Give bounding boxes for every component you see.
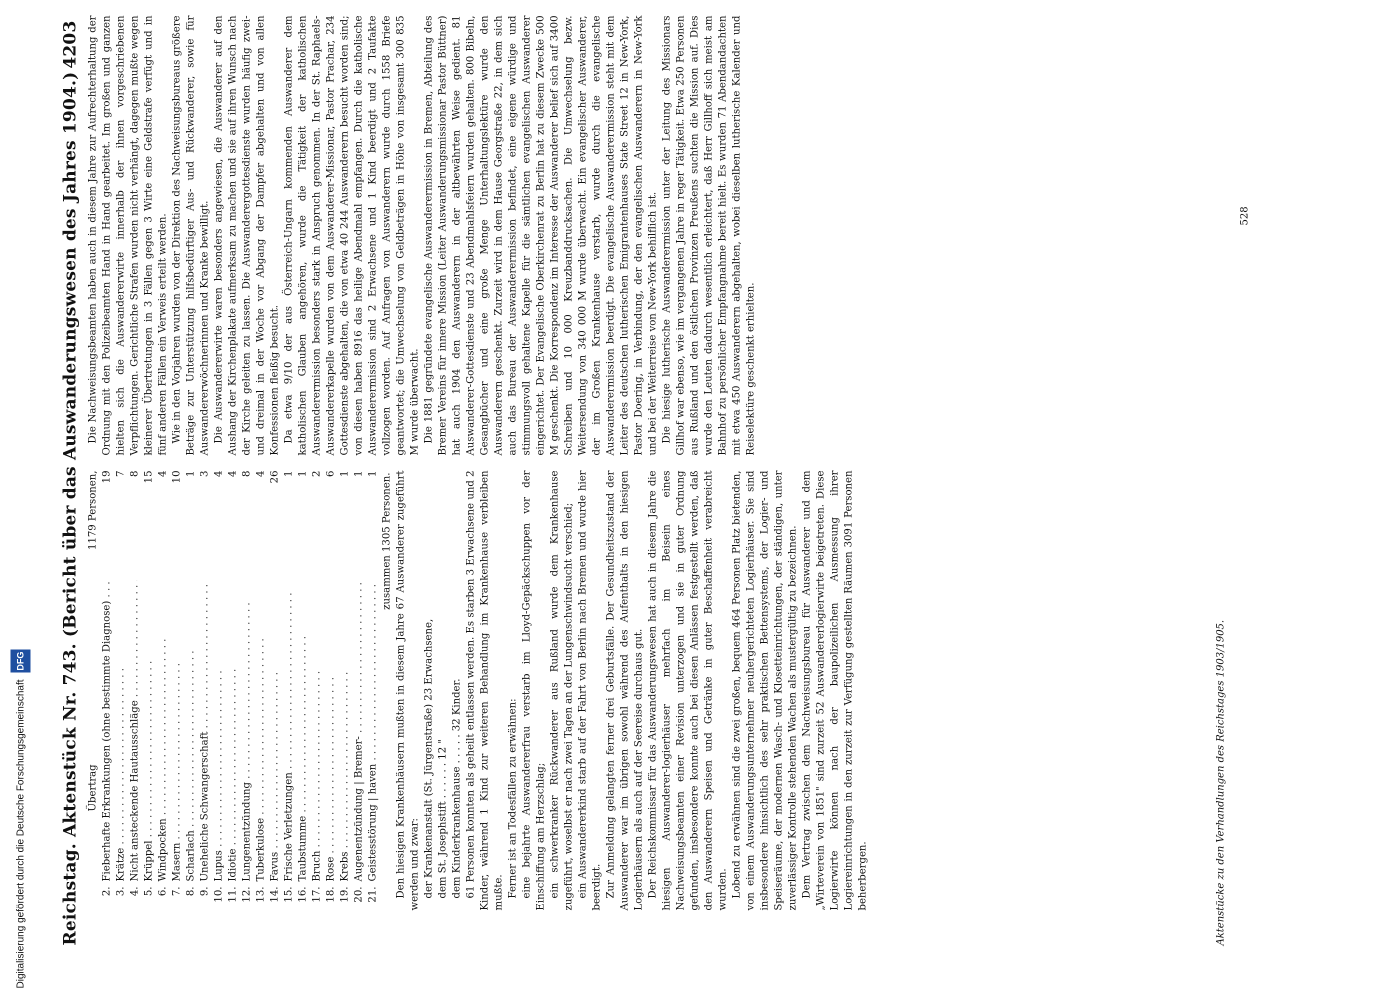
row-value: 2: [311, 470, 322, 477]
row-label: Frische Verletzungen . . .: [282, 580, 296, 881]
right-text-block: [86, 15, 758, 455]
carry-label: Übertrag: [87, 763, 98, 811]
paragraph: 61 Personen konnten als geheilt entlassen werden. Es starben 3 Erwachsene und 2 Kinder, während 1 Kind zur weiteren Behandlung im Krankenhause verbleiben mußte.: [465, 470, 504, 910]
table-total: zusammen 1305 Personen.: [381, 472, 392, 610]
carry-value: 1179 Personen,: [87, 470, 98, 550]
row-number: 17.: [311, 886, 322, 903]
row-value: 15: [143, 470, 154, 483]
table-row: [268, 470, 282, 910]
paragraph: Dem Vertrag zwischen dem Nachweisungsbureau für Auswanderer und dem „Wirteverein von 1851" sind zurzeit 52 Auswandererlogierwirte beigetreten. Diese Logierwirte können nach der baupolizeilichen Ausmessung ihrer Logiereinrichtungen in den zurzeit zur Verfügung gestellten Räumen 3091 Personen beherbergen.: [801, 470, 868, 910]
row-label: Krätze . . .: [114, 580, 128, 881]
paragraph: Die Nachweisungsbeamten haben auch in diesem Jahre zur Aufrechterhaltung der Ordnung mit den Polizeibeamten Hand in Hand gearbeitet. Im großen und ganzen hielten sich die Auswandererwirte innerhalb der ihnen vorgeschriebenen Verpflichtungen. Gerichtliche Strafen wurden nicht verhängt, dagegen mußte wegen kleinerer Übertretungen in 3 Fällen gegen 3 Wirte eine Geldstrafe verfügt und in fünf anderen Fällen ein Verweis erteilt werden.: [87, 15, 168, 455]
row-label: Uneheliche Schwangerschaft . . .: [198, 580, 212, 881]
row-value: 8: [129, 470, 140, 477]
row-value: 1: [353, 470, 364, 477]
row-value: 1: [283, 470, 294, 477]
carry-row: [86, 470, 100, 910]
paragraph: Ferner ist an Todesfällen zu erwähnen:: [507, 697, 518, 898]
running-head-title: Reichstag. Aktenstück Nr. 743. (Bericht über das Auswanderungswesen des Jahres 1904.): [60, 71, 80, 945]
table-row: [142, 470, 156, 910]
table-row: [254, 470, 268, 910]
row-number: 7.: [171, 886, 182, 896]
table-row: [338, 470, 352, 910]
paragraph: Zur Anmeldung gelangten ferner drei Geburtsfälle. Der Gesundheitszustand der Auswanderer war im übrigen sowohl während des Aufenthalts in den hiesigen Logierhäusern als auch auf der Seereise durchaus gut.: [605, 470, 644, 910]
table-row: [310, 470, 324, 910]
table-row: [212, 470, 226, 910]
table-row: [170, 470, 184, 910]
row-label: Nicht ansteckende Hautausschläge . . .: [128, 580, 142, 881]
table-row: [352, 470, 366, 910]
paragraph: Die Auswandererwirte waren besonders angewiesen, die Auswanderer auf den Aushang der Kirchenplakate aufmerksam zu machen und sie auf ihren Wunsch nach der Kirche geleiten zu lassen. Die Auswanderergottesdienste wurden häufig zwei- und dreimal in der Woche vor Abgang der Dampfer abgehalten und von allen Konfessionen fleißig besucht.: [213, 15, 280, 455]
table-row: [156, 470, 170, 910]
row-label: Taubstumme . . .: [296, 580, 310, 881]
row-number: 10.: [213, 886, 224, 903]
row-number: 16.: [297, 886, 308, 903]
row-label: Tuberkulose . . .: [254, 580, 268, 881]
row-label: Lungenentzündung . . .: [240, 580, 254, 881]
row-number: 13.: [255, 886, 266, 903]
row-value: 4: [227, 470, 238, 477]
paragraph: Da etwa 9/10 der aus Österreich-Ungarn kommenden Auswanderer dem katholischen Glauben angehören, wurde die Tätigkeit der katholischen Auswanderermission besonders stark in Anspruch genommen. In der St. Raphaels-Auswandererkapelle wurden von dem Auswanderer-Missionar, Pastor Prachar, 234 Gottesdienste abgehalten, die von etwa 40 244 Auswanderern besucht worden sind; von diesen haben 8916 das heilige Abendmahl empfangen. Durch die katholische Auswanderermission sind 2 Erwachsene und 1 Kind beerdigt und 2 Taufakte vollzogen worden. Auf Anfragen von Auswanderern wurde durch 1558 Briefe geantwortet; die Umwechselung von Geldbeträgen in Höhe von insgesamt 300 835 M wurde überwacht.: [283, 15, 420, 455]
row-label: Idiotie . . .: [226, 580, 240, 881]
left-text-block: [394, 470, 870, 910]
row-number: 5.: [143, 886, 154, 896]
row-label: Krüppel . . .: [142, 580, 156, 881]
row-value: 8: [241, 470, 252, 477]
row-value: 1: [339, 470, 350, 477]
paragraph: dem Kinderkrankenhause . . . . . 32 Kinder.: [451, 678, 462, 898]
table-row: [226, 470, 240, 910]
dfg-logo: DFG: [10, 649, 30, 672]
footer-text: Aktenstücke zu den Verhandlungen des Reichstages 1903/1905.: [1215, 619, 1226, 945]
row-number: 3.: [115, 886, 126, 896]
row-value: 1: [367, 470, 378, 477]
row-value: 1: [297, 470, 308, 477]
row-label: Masern . . .: [170, 580, 184, 881]
row-number: 6.: [157, 886, 168, 896]
row-value: 4: [157, 470, 168, 477]
row-number: 20.: [353, 886, 364, 903]
row-value: 4: [255, 470, 266, 477]
paragraph: der Krankenanstalt (St. Jürgenstraße) 23 Erwachsene,: [423, 618, 434, 898]
digitization-credit: [10, 8, 30, 988]
paragraph: eine bejahrte Auswandererfrau verstarb im Lloyd-Gepäckschuppen vor der Einschiffung am Herzschlag;: [521, 470, 546, 910]
table-row: [296, 470, 310, 910]
running-head: [60, 20, 84, 945]
row-value: 1: [185, 470, 196, 477]
row-label: Fieberhafte Erkrankungen (ohne bestimmte Diagnose) . . .: [100, 580, 114, 881]
row-label: Favus . . .: [268, 580, 282, 881]
row-label: Krebs . . .: [338, 580, 352, 881]
disease-table: [100, 470, 380, 910]
row-number: 18.: [325, 886, 336, 903]
table-row: [114, 470, 128, 910]
table-row: [366, 470, 380, 910]
footer: [1215, 20, 1250, 945]
row-label: Augenentzündung | Bremer- . . .: [352, 580, 366, 881]
credit-text: Digitalisierung gefördert durch die Deutsche Forschungsgemeinschaft: [15, 678, 26, 988]
page-number: 4203: [60, 20, 80, 69]
row-value: 19: [101, 470, 112, 483]
table-row: [282, 470, 296, 910]
row-number: 21.: [367, 886, 378, 903]
table-row: [184, 470, 198, 910]
row-value: 26: [269, 470, 280, 483]
paragraph: Den hiesigen Krankenhäusern mußten in diesem Jahre 67 Auswanderer zugeführt werden und zwar:: [395, 470, 420, 910]
row-value: 10: [171, 470, 182, 483]
paragraph: Der Reichskommissar für das Auswanderungswesen hat auch in diesem Jahre die hiesigen Auswanderer-logierhäuser mehrfach im Beisein eines Nachweisungsbeamten einer Revision unterzogen und sie in guter Ordnung gefunden, insbesondere konnte auch bei diesen Anlässen festgestellt werden, daß den Auswanderern Speisen und Getränke in guter Beschaffenheit verabreicht wurden.: [647, 470, 728, 910]
row-number: 15.: [283, 886, 294, 903]
left-column: [86, 470, 870, 910]
table-row: [128, 470, 142, 910]
right-column: [86, 15, 758, 455]
table-row: [324, 470, 338, 910]
paragraph: ein schwerkranker Rückwanderer aus Rußland wurde dem Krankenhause zugeführt, woselbst er nach zwei Tagen an der Lungenschwindsucht verschied;: [549, 470, 574, 910]
row-label: Lupus . . .: [212, 580, 226, 881]
row-value: 7: [115, 470, 126, 477]
row-number: 14.: [269, 886, 280, 903]
row-number: 2.: [101, 886, 112, 896]
row-label: Scharlach . . .: [184, 580, 198, 881]
row-value: 4: [213, 470, 224, 477]
paragraph: dem St. Josephstift . . . . . . 12 ": [437, 738, 448, 898]
paragraph: Die hiesige lutherische Auswanderermission unter der Leitung des Missionars Gillhof war ebenso, wie im vergangenen Jahre in reger Tätigkeit. Etwa 250 Personen aus Rußland und den östlichen Provinzen Preußens suchten die Mission auf. Dies wurde den Leuten dadurch wesentlich erleichtert, daß Herr Gillhoff sich meist am Bahnhof zu persönlicher Empfangnahme bereit hielt. Es wurden 71 Abendandachten mit etwa 450 Auswanderern abgehalten, wobei dieselben lutherische Kalender und Reiselektüre geschenkt erhielten.: [661, 15, 756, 455]
table-row: [198, 470, 212, 910]
row-value: 3: [199, 470, 210, 477]
row-label: Bruch . . .: [310, 580, 324, 881]
row-label: Rose . . .: [324, 580, 338, 881]
table-row: [240, 470, 254, 910]
table-row: [100, 470, 114, 910]
row-number: 11.: [227, 886, 238, 903]
paragraph: Lobend zu erwähnen sind die zwei großen, bequem 464 Personen Platz bietenden, von einem Auswanderungsunternehmer neuhergerichteten Logierhäuser. Sie sind insbesondere hinsichtlich des sehr praktischen Bettensystems, der Logier- und Speiseräume, der modernen Wasch- und Klosetteinrichtungen, der ständigen, unter zuverlässiger Kontrolle stehenden Wachen als mustergültig zu bezeichnen.: [731, 470, 798, 910]
row-value: 6: [325, 470, 336, 477]
row-number: 19.: [339, 886, 350, 903]
row-number: 4.: [129, 886, 140, 896]
folio-number: 528: [1239, 205, 1250, 225]
paragraph: ein Auswandererkind starb auf der Fahrt von Berlin nach Bremen und wurde hier beerdigt.: [577, 470, 602, 910]
row-label: Geistesstörung | haven . . .: [366, 580, 380, 881]
row-number: 12.: [241, 886, 252, 903]
row-number: 8.: [185, 886, 196, 896]
paragraph: Wie in den Vorjahren wurden von der Direktion des Nachweisungsbureaus größere Beträge zur Unterstützung hilfsbedürftiger Aus- und Rückwanderer, sowie für Auswandererwöchnerinnen und Kranke bewilligt.: [171, 15, 210, 455]
paragraph: Die 1881 gegründete evangelische Auswanderermission in Bremen, Abteilung des Bremer Vereins für innere Mission (Leiter Auswanderungsmissionar Pastor Büttner) hat auch 1904 den Auswanderern in der altbewährten Weise gedient. 81 Auswanderer-Gottesdienste und 23 Abendmahlsfeiern wurden gehalten. 800 Bibeln, Gesangbücher und eine große Menge Unterhaltungslektüre wurde den Auswanderern geschenkt. Zurzeit wird in dem Hause Georgstraße 22, in dem sich auch das Bureau der Auswanderermission befindet, eine eigene würdige und stimmungsvoll gehaltene Kapelle für die sämtlichen evangelischen Auswanderer eingerichtet. Der Evangelische Oberkirchenrat zu Berlin hat zu diesem Zwecke 500 M geschenkt. Die Korrespondenz im Interesse der Auswanderer belief sich auf 3400 Schreiben und 10 000 Kreuzbanddrucksachen. Die Umwechselung bezw. Weitersendung von 340 000 M wurde überwacht. Ein evangelischer Auswanderer, der im Großen Krankenhause verstarb, wurde durch die evangelische Auswanderermission beerdigt. Die evangelische Auswanderermission steht mit dem Leiter des deutschen lutherischen Emigrantenhauses State Street 12 in New-York, Pastor Doering, in Verbindung, der den evangelischen Auswanderern in New-York und bei der Weiterreise von New-York behilflich ist.: [423, 15, 658, 455]
row-number: 9.: [199, 886, 210, 896]
row-label: Windpocken . . .: [156, 580, 170, 881]
